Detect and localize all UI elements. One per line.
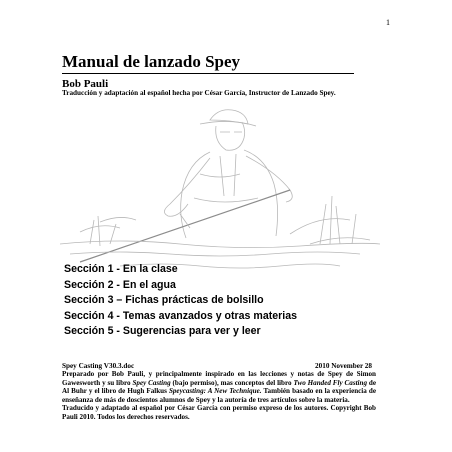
credits-text: Preparado por Bob Pauli, y principalmente inspirado en las lecciones y notas de Spey de Simon Gawesworth y su libro	[62, 370, 376, 387]
credits-text: de Al Buhr y el libro de Hugh Falkus	[62, 378, 376, 396]
document-date: 2010 November 28	[315, 362, 372, 370]
copyright-text: Traducido y adaptado al español por César García con permiso expreso de los autores. Copyright Bob Pauli 2010. Todos los derechos reservados.	[62, 404, 376, 421]
document-title: Manual de lanzado Spey	[62, 52, 354, 74]
page-number: 1	[386, 18, 390, 27]
section-item: Sección 4 - Temas avanzados y otras materias	[64, 309, 297, 322]
section-list	[64, 262, 394, 340]
document-filename: Spey Casting V30.3.doc	[62, 362, 135, 370]
credits-text: También basado en la experiencia de enseñanza de más de doscientos alumnos de Spey y la autoría de tres artículos sobre la materia.	[62, 387, 376, 404]
book-title: Spey Casting	[132, 378, 171, 387]
section-item: Sección 5 - Sugerencias para ver y leer	[64, 325, 261, 337]
fly-fisherman-illustration	[60, 94, 380, 274]
book-title: Two Handed Fly Casting	[293, 378, 368, 387]
translation-note: Traducción y adaptación al español hecha por César García, Instructor de Lanzado Spey.	[62, 89, 336, 97]
section-item: Sección 1 - En la clase	[64, 263, 178, 275]
document-meta	[62, 362, 372, 370]
author-name: Bob Pauli	[62, 78, 109, 90]
book-title: Speycasting: A New Technique.	[168, 387, 262, 396]
credits-text: (bajo permiso), mas conceptos del libro	[170, 378, 294, 387]
section-item: Sección 2 - En el agua	[64, 278, 176, 291]
credits-paragraph	[62, 370, 376, 422]
section-item: Sección 3 – Fichas prácticas de bolsillo	[64, 294, 264, 306]
